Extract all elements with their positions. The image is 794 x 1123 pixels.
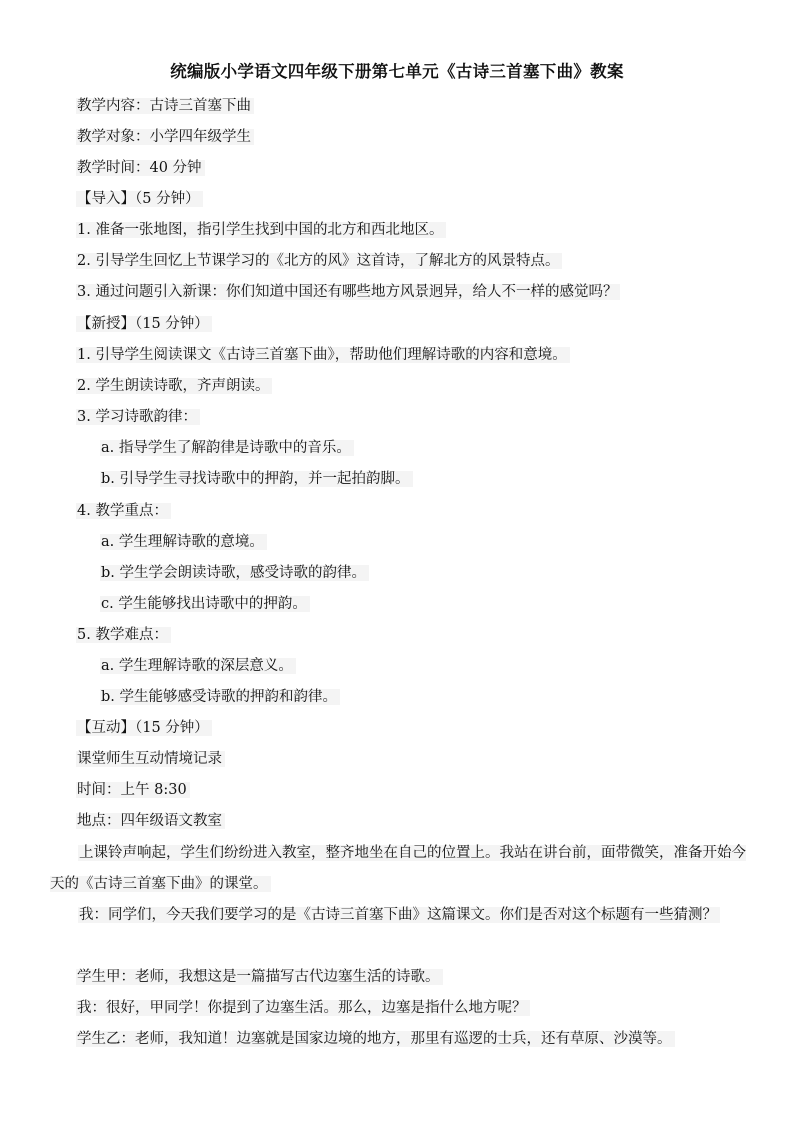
new-lesson-heading: 【新授】（15 分钟）: [76, 313, 212, 335]
document-title: 统编版小学语文四年级下册第七单元《古诗三首塞下曲》教案: [170, 62, 624, 81]
dialogue-line: 我：很好，甲同学！你提到了边塞生活。那么，边塞是指什么地方呢？: [76, 997, 530, 1019]
new-lesson-item: 5. 教学难点：: [76, 624, 171, 646]
new-lesson-subitem: b. 学生学会朗读诗歌，感受诗歌的韵律。: [100, 562, 369, 584]
narrative-paragraph: 上课铃声响起，学生们纷纷进入教室，整齐地坐在自己的位置上。我站在讲台前，面带微笑，准备开始今天的《古诗三首塞下曲》的课堂。: [50, 845, 746, 892]
record-place: 地点：四年级语文教室: [76, 810, 225, 832]
new-lesson-subitem: b. 引导学生寻找诗歌中的押韵，并一起拍韵脚。: [100, 468, 413, 490]
new-lesson-subitem: a. 学生理解诗歌的深层意义。: [100, 655, 296, 677]
intro-heading: 【导入】（5 分钟）: [76, 188, 203, 210]
new-lesson-item: 3. 学习诗歌韵律：: [76, 406, 200, 428]
dialogue-line: 学生甲：老师，我想这是一篇描写古代边塞生活的诗歌。: [76, 966, 443, 988]
intro-item: 3. 通过问题引入新课：你们知道中国还有哪些地方风景迥异，给人不一样的感觉吗？: [76, 281, 620, 303]
interaction-heading: 【互动】（15 分钟）: [76, 717, 212, 739]
new-lesson-item: 4. 教学重点：: [76, 500, 171, 522]
intro-item: 1. 准备一张地图，指引学生找到中国的北方和西北地区。: [76, 219, 446, 241]
dialogue-line: 学生乙：老师，我知道！边塞就是国家边境的地方，那里有巡逻的士兵，还有草原、沙漠等。: [76, 1028, 675, 1050]
new-lesson-subitem: c. 学生能够找出诗歌中的押韵。: [100, 593, 310, 615]
intro-item: 2. 引导学生回忆上节课学习的《北方的风》这首诗，了解北方的风景特点。: [76, 250, 562, 272]
new-lesson-item: 1. 引导学生阅读课文《古诗三首塞下曲》，帮助他们理解诗歌的内容和意境。: [76, 344, 570, 366]
record-time: 时间：上午 8:30: [76, 779, 190, 801]
new-lesson-subitem: a. 指导学生了解韵律是诗歌中的音乐。: [100, 437, 354, 459]
new-lesson-subitem: a. 学生理解诗歌的意境。: [100, 531, 267, 553]
record-title: 课堂师生互动情境记录: [76, 748, 225, 770]
teaching-content: 教学内容：古诗三首塞下曲: [76, 95, 254, 117]
teaching-duration: 教学时间：40 分钟: [76, 157, 205, 179]
new-lesson-subitem: b. 学生能够感受诗歌的押韵和韵律。: [100, 686, 340, 708]
teaching-audience: 教学对象：小学四年级学生: [76, 126, 254, 148]
new-lesson-item: 2. 学生朗读诗歌，齐声朗读。: [76, 375, 272, 397]
dialogue-paragraph: 我：同学们，今天我们要学习的是《古诗三首塞下曲》这篇课文。你们是否对这个标题有一些猜测？: [50, 900, 750, 931]
